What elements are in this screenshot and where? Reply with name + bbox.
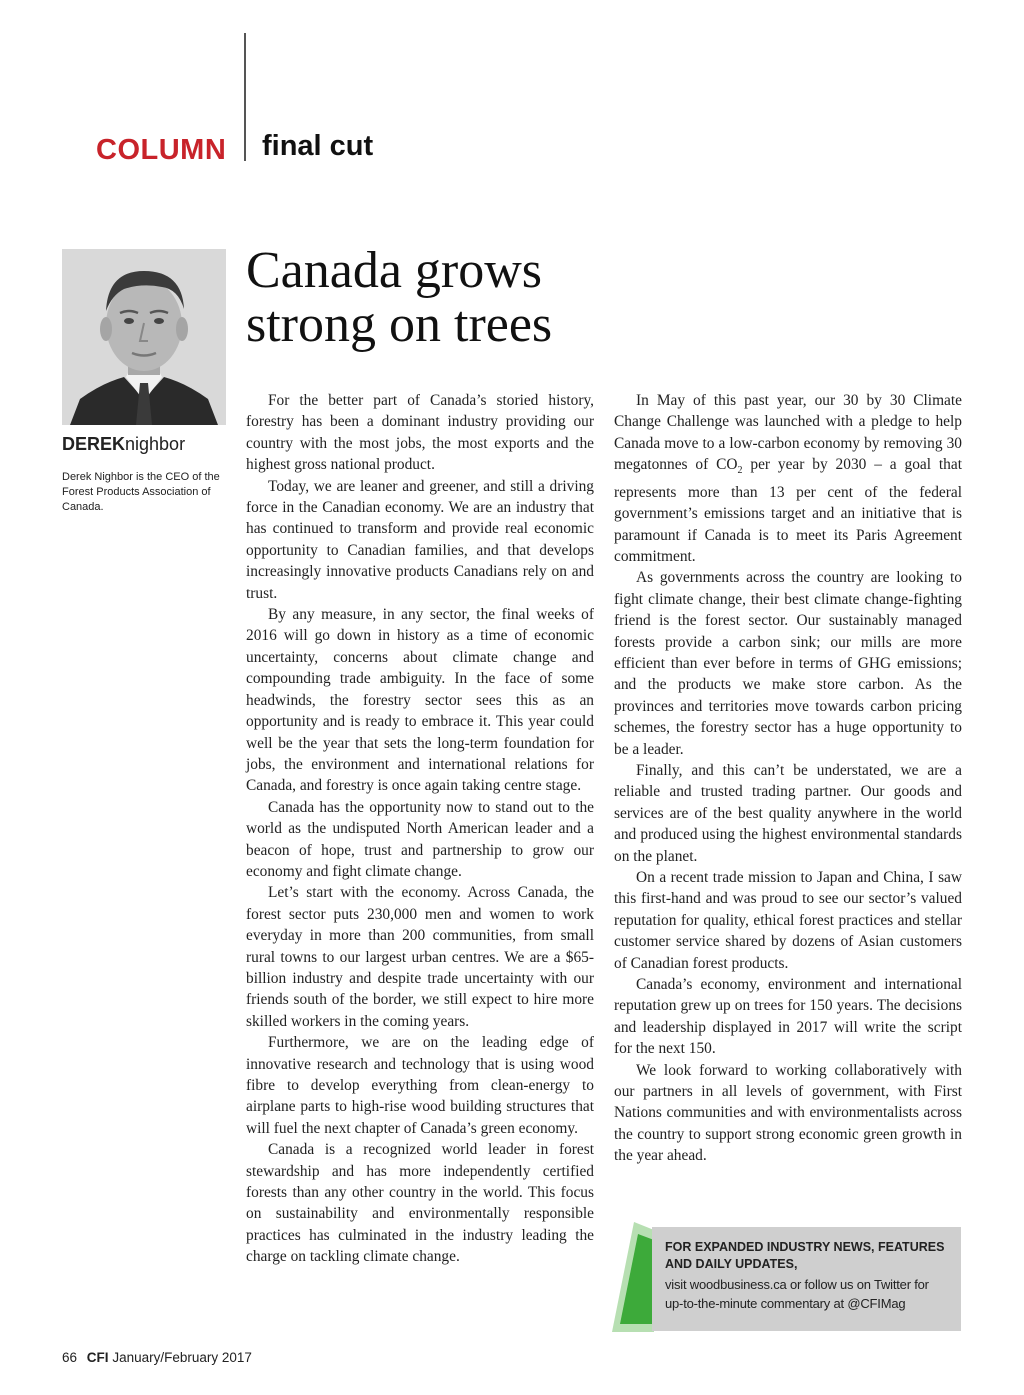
paragraph: Canada’s economy, environment and international reputation grew up on trees for 150 years. The decisions and leadership displayed in 2017 will write the script for the next 150. xyxy=(614,976,962,1058)
paragraph: Canada has the opportunity now to stand out to the world as the undisputed North American leader and a beacon of hope, trust and partnership to grow our economy and fight climate change. xyxy=(246,798,594,880)
headline-line-2: strong on trees xyxy=(246,296,553,353)
promo-link-line-1[interactable]: visit woodbusiness.ca or follow us on Twitter for xyxy=(665,1277,929,1292)
paragraph: On a recent trade mission to Japan and China, I saw this first-hand and was proud to see our sector’s valued reputation for quality, ethical forest practices and stellar customer service shared by dozens of Asian customers of Canadian forest products. xyxy=(614,869,962,972)
author-photo xyxy=(62,249,226,425)
paragraph: Let’s start with the economy. Across Canada, the forest sector puts 230,000 men and women to work everyday in more than 200 communities, from small rural towns to our largest urban centres. We are a $65-billion industry and despite trade uncertainty with our friends south of the border, we still expect to hire more skilled workers in the coming years. xyxy=(246,884,594,1030)
paragraph: Today, we are leaner and greener, and still a driving force in the Canadian economy. We are an industry that has continued to transform and provide real economic opportunity to Canadian families, and that develops increasingly innovative products Canadians rely on and trust. xyxy=(246,477,594,602)
paragraph: Finally, and this can’t be understated, we are a reliable and trusted trading partner. Our goods and services are of the best quality anywhere in the world and produced using the highest environmental standards on the planet. xyxy=(614,761,962,865)
co2-subscript: 2 xyxy=(737,465,743,477)
author-portrait-graphic xyxy=(62,249,226,425)
promo-triangle-icon xyxy=(612,1222,654,1332)
paragraph: By any measure, in any sector, the final weeks of 2016 will go down in history as a time of economic uncertainty, concerns about climate change and compounding trade ambiguity. In the face of some headwinds, the forestry sector sees this as an opportunity and is ready to embrace it. This year could well be the year that sets the long-term foundation for jobs, the environment and international relations for Canada, and forestry is once again taking centre stage. xyxy=(246,606,594,795)
article-column-2 xyxy=(614,390,962,1167)
paragraph: As governments across the country are looking to fight climate change, their best climate change-fighting friend is the forest sector. Our sustainably managed forests provide a carbon sink; our mills are more efficient than ever before in terms of GHG emissions; and the products we make store carbon. As the provinces and territories move towards carbon pricing schemes, the forestry sector has a huge opportunity to be a leader. xyxy=(614,569,962,758)
page-footer xyxy=(62,1350,252,1365)
author-first-name: DEREK xyxy=(62,434,126,454)
paragraph-text-a: In May of this past year, our 30 by 30 Climate Change Challenge was launched with a pledge to help Canada move to a low-carbon economy by removing 30 megatonnes of CO xyxy=(614,392,962,474)
paragraph: Canada is a recognized world leader in forest stewardship and has more independently certified forests than any other country in the world. This focus on sustainability and environmentally responsible practices has culminated in the industry leading the charge on tackling climate change. xyxy=(246,1141,594,1266)
author-byline xyxy=(62,434,185,455)
article-headline xyxy=(246,244,746,352)
header-divider xyxy=(244,33,246,161)
magazine-name: CFI xyxy=(86,1350,109,1365)
author-bio: Derek Nighbor is the CEO of the Forest Products Association of Canada. xyxy=(62,471,220,513)
paragraph: We look forward to working collaboratively with our partners in all levels of government, with First Nations communities and with environmentalists across the country to support strong economic green growth in the year ahead. xyxy=(614,1061,962,1165)
author-last-name: nighbor xyxy=(125,434,186,454)
promo-link-line-2[interactable]: up-to-the-minute commentary at @CFIMag xyxy=(665,1296,906,1311)
issue-date: January/February 2017 xyxy=(112,1350,252,1365)
subsection-label: final cut xyxy=(262,130,374,162)
promo-heading: FOR EXPANDED INDUSTRY NEWS, FEATURES AND DAILY UPDATES, xyxy=(665,1240,945,1271)
promo-body xyxy=(665,1275,955,1313)
paragraph: For the better part of Canada’s storied history, forestry has been a dominant industry providing our country with the most jobs, the most exports and the highest gross national product. xyxy=(246,392,594,474)
article-column-1 xyxy=(246,390,594,1268)
column-header xyxy=(96,130,374,170)
page-number: 66 xyxy=(62,1350,78,1365)
paragraph: Furthermore, we are on the leading edge of innovative research and technology that is using wood fibre to develop everything from clean-energy to airplane parts to high-rise wood building structures that will fuel the next chapter of Canada’s green economy. xyxy=(246,1034,594,1137)
headline-line-1: Canada grows xyxy=(246,242,543,299)
paragraph-climate-challenge xyxy=(614,390,962,567)
section-label: COLUMN xyxy=(96,133,227,166)
paragraph-text-b: per year by 2030 – a goal that represents more than 13 per cent of the federal government’s emissions target and an initiative that is paramount if Canada is to meet its Paris Agreement commitment. xyxy=(614,456,962,565)
promo-box xyxy=(652,1227,961,1331)
